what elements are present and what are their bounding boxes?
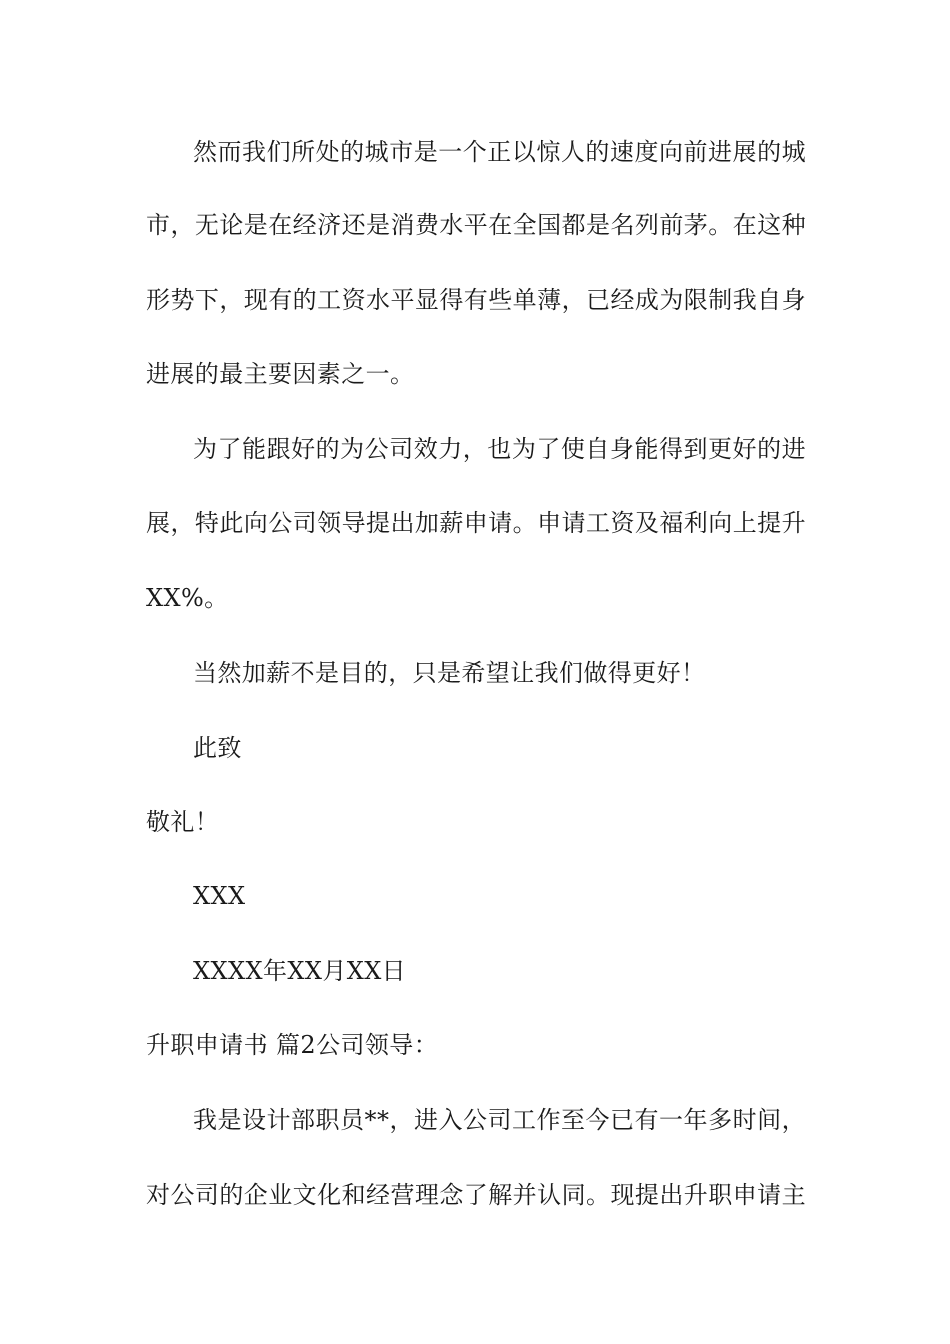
paragraph-1-line-2: 市，无论是在经济还是消费水平在全国都是名列前茅。在这种 <box>146 211 806 239</box>
signature-date: XXXX年XX月XX日 <box>193 957 407 985</box>
paragraph-1-line-1: 然而我们所处的城市是一个正以惊人的速度向前进展的城 <box>193 138 806 166</box>
paragraph-1-line-4: 进展的最主要因素之一。 <box>146 360 415 388</box>
signature-name: XXX <box>193 882 246 910</box>
paragraph-2-line-2: 展，特此向公司领导提出加薪申请。申请工资及福利向上提升 <box>146 509 806 537</box>
paragraph-1-line-3: 形势下，现有的工资水平显得有些单薄，已经成为限制我自身 <box>146 286 806 314</box>
section-heading: 升职申请书 篇2公司领导： <box>146 1031 439 1059</box>
closing-regards: 敬礼！ <box>146 808 220 836</box>
closing-salutation: 此致 <box>193 734 242 762</box>
paragraph-3: 当然加薪不是目的，只是希望让我们做得更好！ <box>193 659 706 687</box>
paragraph-2-line-3: XX%。 <box>146 584 229 612</box>
paragraph-2-line-1: 为了能跟好的为公司效力，也为了使自身能得到更好的进 <box>193 435 806 463</box>
paragraph-4-line-2: 对公司的企业文化和经营理念了解并认同。现提出升职申请主 <box>146 1181 806 1209</box>
paragraph-4-line-1: 我是设计部职员**，进入公司工作至今已有一年多时间， <box>193 1106 806 1134</box>
